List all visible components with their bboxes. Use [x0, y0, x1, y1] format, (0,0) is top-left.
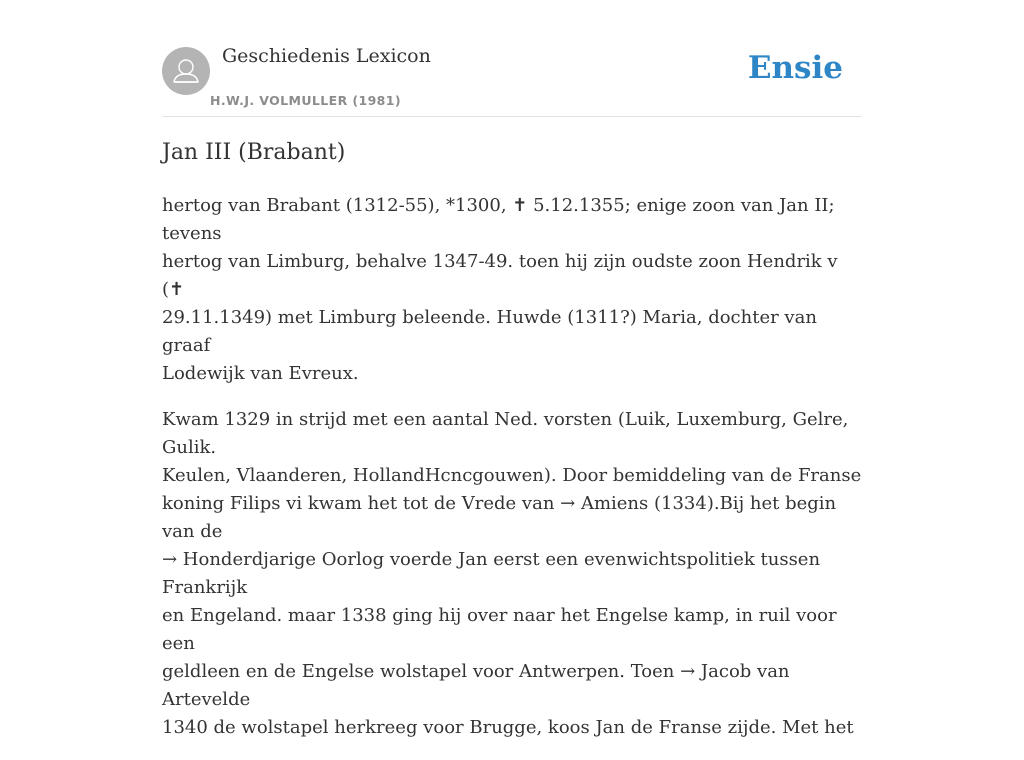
text-line: Lodewijk van Evreux.	[162, 363, 359, 384]
text-line: Keulen, Vlaanderen, HollandHcncgouwen). Door bemiddeling van de Franse	[162, 465, 862, 486]
article-title: Jan III (Brabant)	[162, 140, 346, 165]
link-amiens[interactable]: → Amiens	[560, 493, 649, 514]
text-line: koning Filips vi kwam het tot de Vrede van	[162, 493, 561, 514]
source-header	[162, 0, 862, 117]
paragraph-intro	[162, 192, 862, 388]
source-author[interactable]: H.W.J. VOLMULLER (1981)	[210, 93, 401, 108]
text-line: hertog van Brabant (1312-55), *1300, ✝ 5.12.1355; enige zoon van Jan II; tevens	[162, 195, 835, 244]
text-line: 1340 de wolstapel herkreeg voor Brugge, koos Jan de Franse zijde. Met het	[162, 717, 854, 738]
paragraph-history	[162, 406, 862, 742]
text-line: en Engeland. maar 1338 ging hij over naar het Engelse kamp, in ruil voor een	[162, 605, 837, 654]
user-icon	[162, 47, 210, 95]
avatar[interactable]	[162, 47, 210, 95]
article-page	[162, 0, 862, 738]
source-title[interactable]: Geschiedenis Lexicon	[222, 45, 431, 67]
text-line: (1334).Bij het begin van de	[162, 493, 837, 542]
link-jacob-van-artevelde[interactable]: → Jacob van Artevelde	[162, 661, 790, 710]
text-line: Kwam 1329 in strijd met een aantal Ned. vorsten (Luik, Luxemburg, Gelre, Gulik.	[162, 409, 849, 458]
link-honderdjarige-oorlog[interactable]: → Honderdjarige Oorlog	[162, 549, 385, 570]
text-line: geldleen en de Engelse wolstapel voor Antwerpen. Toen	[162, 661, 681, 682]
text-line: hertog van Limburg, behalve 1347-49. toen hij zijn oudste zoon Hendrik v (✝	[162, 251, 838, 300]
ensie-logo[interactable]: Ensie	[747, 50, 843, 86]
article-body	[162, 192, 862, 760]
text-line: voerde Jan eerst een evenwichtspolitiek tussen Frankrijk	[162, 549, 821, 598]
text-line: 29.11.1349) met Limburg beleende. Huwde (1311?) Maria, dochter van graaf	[162, 307, 817, 356]
